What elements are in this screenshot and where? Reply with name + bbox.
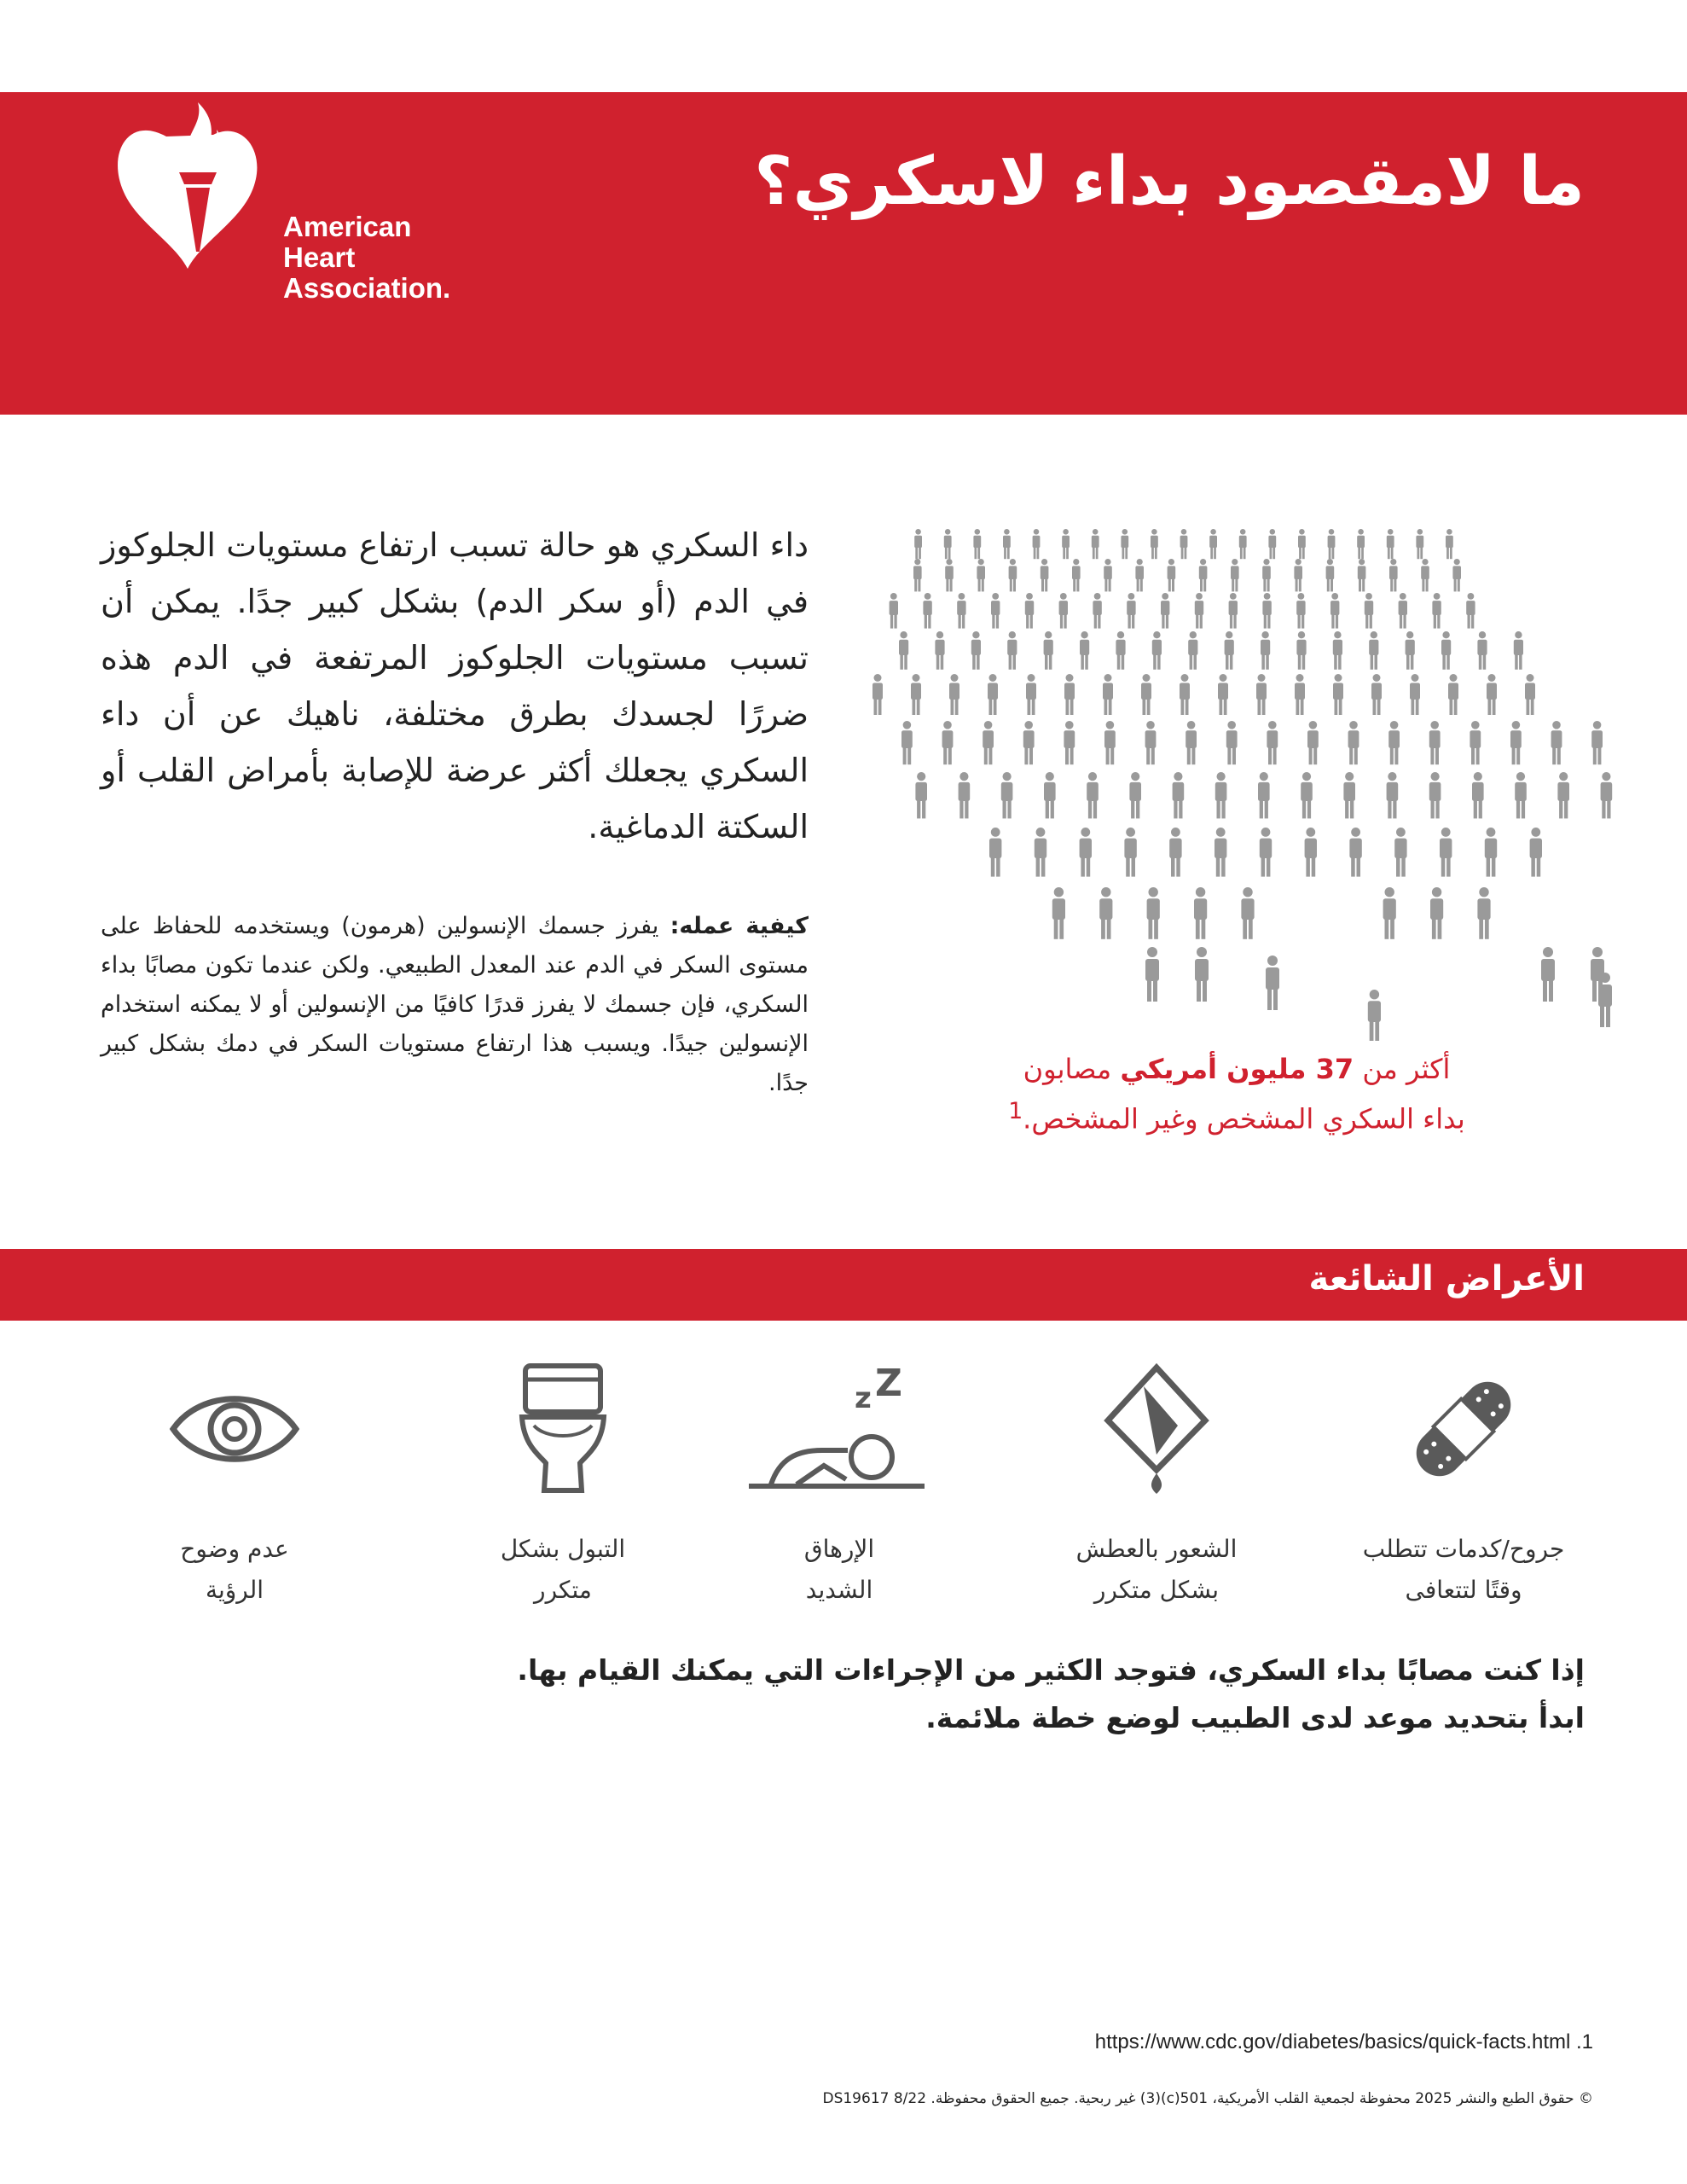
person-figure-icon	[1023, 721, 1035, 764]
person-figure-icon	[1225, 631, 1234, 670]
person-figure-icon	[1033, 529, 1041, 559]
person-figure-icon	[988, 674, 998, 715]
person-figure-icon	[1141, 674, 1151, 715]
person-figure-icon	[901, 721, 913, 764]
copyright-notice: © حقوق الطبع والنشر 2025 محفوظة لجمعية القلب الأمريكية، 501(c)(3) غير ربحية. جميع الحقوق محفوظة. DS19617 8/22	[822, 2090, 1593, 2107]
person-figure-icon	[1399, 593, 1407, 629]
symptom-fatigue	[703, 1348, 976, 1611]
person-figure-icon	[1215, 828, 1226, 877]
person-figure-icon	[1477, 887, 1490, 939]
person-figure-icon	[1416, 529, 1423, 559]
person-figure-icon	[1195, 947, 1209, 1002]
person-figure-icon	[1145, 721, 1157, 764]
person-figure-icon	[1307, 721, 1319, 764]
person-figure-icon	[1487, 674, 1497, 715]
svg-text:z: z	[855, 1381, 872, 1415]
person-figure-icon	[1129, 772, 1141, 818]
person-figure-icon	[1260, 828, 1272, 877]
person-figure-icon	[1080, 828, 1092, 877]
person-figure-icon	[1343, 772, 1355, 818]
person-figure-icon	[1421, 559, 1429, 591]
person-figure-icon	[1477, 631, 1487, 670]
how-it-works-text: يفرز جسمك الإنسولين (هرمون) ويستخدمه للحفاظ على مستوى السكر في الدم عند المعدل الطبيعي. ولكن عندما تكون مصابًا بداء السكري، فإن جسمك لا يفرز قدرًا كافيًا من الإنسولين أو لا يمكنه استخدام الإنسولين جيدًا. ويسبب هذا ارتفاع مستويات السكر في دمك بشكل كبير جدًا.	[101, 913, 809, 1096]
intro-paragraph: داء السكري هو حالة تسبب ارتفاع مستويات الجلوكوز في الدم (أو سكر الدم) بشكل كبير جدًا. يمكن أن تسبب مستويات الجلوكوز المرتفعة في الدم هذه ضررًا لجسدك بطرق مختلفة، ناهيك عن أن داء السكري يجعلك أكثر عرضة للإصابة بأمراض القلب أو السكتة الدماغية.	[101, 526, 809, 845]
person-figure-icon	[1441, 631, 1451, 670]
person-figure-icon	[1383, 887, 1396, 939]
person-figure-icon	[1295, 674, 1305, 715]
person-figure-icon	[1432, 593, 1441, 629]
person-figure-icon	[1296, 631, 1306, 670]
person-figure-icon	[1151, 529, 1158, 559]
person-figure-icon	[1059, 593, 1068, 629]
person-figure-icon	[1080, 631, 1089, 670]
person-figure-icon	[1116, 631, 1125, 670]
person-figure-icon	[1180, 529, 1188, 559]
person-figure-icon	[959, 772, 971, 818]
person-figure-icon	[914, 529, 922, 559]
person-figure-icon	[923, 593, 931, 629]
person-figure-icon	[1104, 721, 1116, 764]
person-figure-icon	[1371, 674, 1382, 715]
person-figure-icon	[1262, 559, 1271, 591]
person-figure-icon	[1326, 559, 1335, 591]
person-figure-icon	[1440, 828, 1452, 877]
person-figure-icon	[1025, 593, 1034, 629]
eye-icon	[166, 1382, 303, 1476]
water-drop-icon	[1093, 1361, 1220, 1497]
person-figure-icon	[1557, 772, 1569, 818]
person-figure-icon	[1387, 772, 1399, 818]
person-figure-icon	[1358, 559, 1366, 591]
person-figure-icon	[1087, 772, 1099, 818]
person-figure-icon	[1394, 828, 1406, 877]
person-figure-icon	[1195, 593, 1203, 629]
person-figure-icon	[1388, 721, 1400, 764]
person-figure-icon	[1429, 721, 1441, 764]
person-figure-icon	[1229, 593, 1238, 629]
person-figure-icon	[1062, 529, 1070, 559]
person-figure-icon	[1406, 631, 1415, 670]
person-figure-icon	[1026, 674, 1036, 715]
person-figure-icon	[1472, 772, 1484, 818]
diabetes-statistic	[904, 1048, 1569, 1141]
footnote-mark: 1	[1008, 1098, 1023, 1124]
person-figure-icon	[911, 674, 921, 715]
person-figure-icon	[1199, 559, 1208, 591]
person-figure-icon	[1368, 990, 1381, 1041]
person-figure-icon	[890, 593, 898, 629]
person-figure-icon	[1103, 674, 1113, 715]
person-figure-icon	[1387, 529, 1394, 559]
symptom-label: عدم وضوح الرؤية	[180, 1535, 289, 1604]
person-figure-icon	[1446, 529, 1453, 559]
person-figure-icon	[1121, 529, 1128, 559]
person-figure-icon	[945, 559, 954, 591]
person-figure-icon	[1262, 593, 1271, 629]
person-figure-icon	[1044, 772, 1056, 818]
person-figure-icon	[1485, 828, 1497, 877]
person-figure-icon	[944, 529, 952, 559]
person-figure-icon	[1296, 593, 1305, 629]
person-figure-icon	[1349, 828, 1361, 877]
person-figure-icon	[1389, 559, 1398, 591]
person-figure-icon	[1124, 828, 1136, 877]
person-figure-icon	[983, 721, 994, 764]
person-figure-icon	[1064, 674, 1075, 715]
person-figure-icon	[1261, 631, 1270, 670]
person-figure-icon	[1215, 772, 1227, 818]
person-figure-icon	[1194, 887, 1207, 939]
person-figure-icon	[1298, 529, 1306, 559]
cta-line-1: إذا كنت مصابًا بداء السكري، فتوجد الكثير من الإجراءات التي يمكنك القيام بها.	[517, 1653, 1585, 1687]
stat-bold-text: مليون أمريكي	[1120, 1053, 1316, 1085]
stat-line-2: بداء السكري المشخص وغير المشخص.$^1$	[1008, 1098, 1465, 1136]
person-figure-icon	[1161, 593, 1169, 629]
person-figure-icon	[1410, 674, 1420, 715]
person-figure-icon	[1430, 887, 1443, 939]
person-figure-icon	[1001, 772, 1013, 818]
us-people-map-illustration	[861, 512, 1646, 1041]
person-figure-icon	[1180, 674, 1190, 715]
person-figure-icon	[1147, 887, 1160, 939]
person-figure-icon	[1188, 631, 1197, 670]
person-figure-icon	[1333, 631, 1342, 670]
person-figure-icon	[1092, 529, 1099, 559]
person-figure-icon	[1209, 529, 1217, 559]
person-figure-icon	[1127, 593, 1135, 629]
symptom-blurred-vision	[98, 1348, 371, 1611]
symptom-frequent-urination	[426, 1348, 699, 1611]
bandage-icon	[1400, 1365, 1528, 1493]
person-figure-icon	[989, 828, 1001, 877]
person-figure-icon	[1009, 559, 1017, 591]
person-figure-icon	[1541, 947, 1555, 1002]
person-figure-icon	[1330, 593, 1339, 629]
cta-line-2: ابدأ بتحديد موعد لدى الطبيب لوضع خطة ملائمة.	[925, 1701, 1585, 1734]
heart-torch-icon	[111, 60, 281, 273]
person-figure-icon	[1256, 674, 1267, 715]
how-it-works-paragraph	[101, 907, 809, 1103]
person-figure-icon	[949, 674, 959, 715]
person-figure-icon	[1515, 772, 1527, 818]
person-figure-icon	[1357, 529, 1365, 559]
person-figure-icon	[1218, 674, 1228, 715]
person-figure-icon	[957, 593, 965, 629]
person-figure-icon	[1452, 559, 1461, 591]
symptom-label: جروح/كدمات تتطلب وقتًا لتتعافى	[1362, 1535, 1565, 1604]
person-figure-icon	[1135, 559, 1144, 591]
person-figure-icon	[1466, 593, 1475, 629]
symptom-label: التبول بشكل متكرر	[500, 1535, 626, 1604]
person-figure-icon	[1448, 674, 1458, 715]
person-figure-icon	[1052, 887, 1065, 939]
person-figure-icon	[1241, 887, 1254, 939]
person-figure-icon	[1333, 674, 1343, 715]
symptom-label: الشعور بالعطش بشكل متكرر	[1075, 1535, 1238, 1604]
person-figure-icon	[1169, 828, 1181, 877]
person-figure-icon	[1267, 721, 1278, 764]
person-figure-icon	[872, 674, 883, 715]
person-figure-icon	[1044, 631, 1053, 670]
person-figure-icon	[1525, 674, 1535, 715]
person-figure-icon	[942, 721, 954, 764]
person-figure-icon	[1294, 559, 1302, 591]
footnote-reference: https://www.cdc.gov/diabetes/basics/quick-facts.html .1	[1094, 2030, 1593, 2053]
person-figure-icon	[1328, 529, 1336, 559]
person-figure-icon	[1035, 828, 1046, 877]
person-figure-icon	[1173, 772, 1185, 818]
person-figure-icon	[991, 593, 1000, 629]
person-figure-icon	[1072, 559, 1081, 591]
svg-text:Z: Z	[875, 1365, 902, 1405]
person-figure-icon	[1239, 529, 1247, 559]
how-it-works-label: كيفية عمله:	[670, 913, 809, 939]
person-figure-icon	[1041, 559, 1049, 591]
person-figure-icon	[1168, 559, 1176, 591]
person-figure-icon	[1266, 956, 1279, 1010]
person-figure-icon	[1510, 721, 1522, 764]
person-figure-icon	[1104, 559, 1112, 591]
person-figure-icon	[1551, 721, 1562, 764]
toilet-icon	[512, 1361, 614, 1497]
person-figure-icon	[1601, 772, 1613, 818]
symptom-thirst	[1020, 1348, 1293, 1611]
person-figure-icon	[1268, 529, 1276, 559]
aha-logo	[111, 60, 520, 304]
symptoms-banner	[0, 1249, 1687, 1321]
person-figure-icon	[1099, 887, 1112, 939]
person-figure-icon	[1305, 828, 1317, 877]
person-figure-icon	[1231, 559, 1239, 591]
person-figure-icon	[1093, 593, 1101, 629]
person-figure-icon	[977, 559, 985, 591]
person-figure-icon	[1226, 721, 1238, 764]
stat-number: 37	[1315, 1053, 1354, 1085]
person-figure-icon	[1258, 772, 1270, 818]
person-figure-icon	[899, 631, 908, 670]
person-figure-icon	[1003, 529, 1011, 559]
person-figure-icon	[1152, 631, 1162, 670]
symptom-label: الإرهاق الشديد	[803, 1535, 875, 1604]
person-figure-icon	[1365, 593, 1373, 629]
person-figure-icon	[1348, 721, 1359, 764]
person-figure-icon	[1186, 721, 1197, 764]
person-figure-icon	[1591, 721, 1603, 764]
page-title: ما لامقصود بداء لاسكري؟	[754, 143, 1585, 220]
person-figure-icon	[1145, 947, 1159, 1002]
symptom-slow-healing	[1327, 1348, 1600, 1611]
person-figure-icon	[1470, 721, 1481, 764]
person-figure-icon	[973, 529, 981, 559]
person-figure-icon	[1007, 631, 1017, 670]
person-figure-icon	[1064, 721, 1075, 764]
person-figure-icon	[913, 559, 922, 591]
call-to-action	[391, 1647, 1585, 1742]
person-figure-icon	[915, 772, 927, 818]
person-figure-icon	[1429, 772, 1441, 818]
stat-line-1: أكثر من 37 مليون أمريكي مصابون	[1023, 1053, 1451, 1085]
person-figure-icon	[935, 631, 944, 670]
sleeping-person-icon	[745, 1365, 933, 1493]
person-figure-icon	[1530, 828, 1542, 877]
symptoms-title: الأعراض الشائعة	[1308, 1259, 1585, 1298]
logo-wordmark: American Heart Association.	[283, 211, 451, 304]
person-figure-icon	[971, 631, 981, 670]
person-figure-icon	[1514, 631, 1523, 670]
person-figure-icon	[1301, 772, 1313, 818]
person-figure-icon	[1369, 631, 1378, 670]
